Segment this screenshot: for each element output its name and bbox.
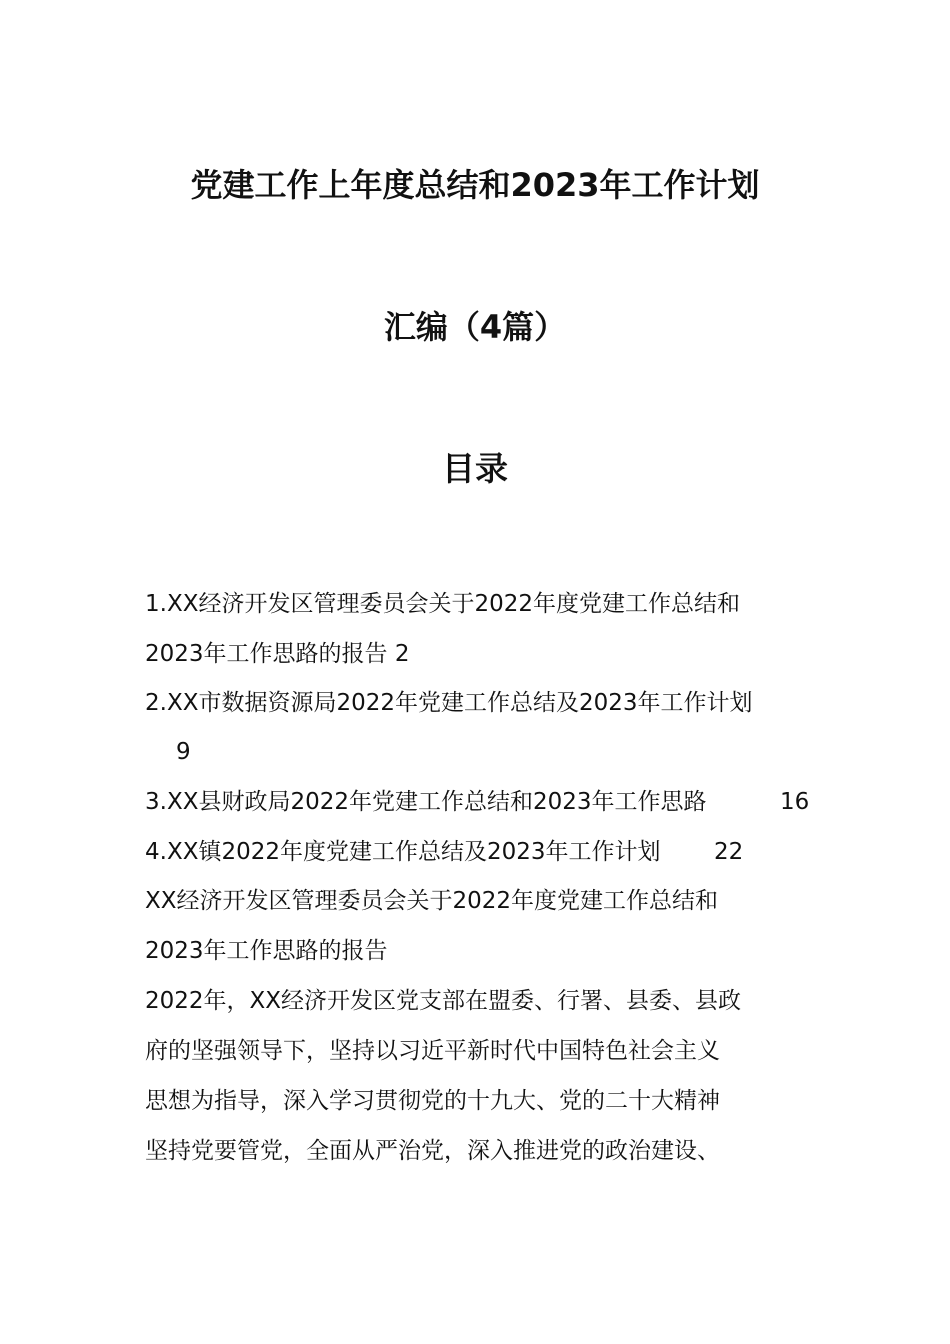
toc-item-2-page[interactable]: 9: [176, 739, 191, 765]
section-heading-line1: XX经济开发区管理委员会关于2022年度党建工作总结和: [145, 888, 719, 914]
toc-item-2-line1[interactable]: 2.XX市数据资源局2022年党建工作总结及2023年工作计划: [145, 690, 753, 716]
document-title-line2: 汇编（4篇）: [383, 308, 567, 346]
paragraph-line4: 坚持党要管党，全面从严治党，深入推进党的政治建设、: [145, 1138, 720, 1164]
toc-item-4-page[interactable]: 22: [714, 839, 744, 865]
document-title-line1: 党建工作上年度总结和2023年工作计划: [190, 166, 760, 204]
paragraph-line3: 思想为指导，深入学习贯彻党的十九大、党的二十大精神: [145, 1088, 720, 1114]
paragraph-line2: 府的坚强领导下，坚持以习近平新时代中国特色社会主义: [145, 1038, 720, 1064]
toc-heading: 目录: [442, 449, 508, 488]
toc-item-4-text[interactable]: 4.XX镇2022年度党建工作总结及2023年工作计划: [145, 839, 661, 865]
toc-item-1-line1[interactable]: 1.XX经济开发区管理委员会关于2022年度党建工作总结和: [145, 591, 740, 617]
toc-item-3-text[interactable]: 3.XX县财政局2022年党建工作总结和2023年工作思路: [145, 789, 707, 815]
section-heading-line2: 2023年工作思路的报告: [145, 938, 388, 964]
paragraph-line1: 2022年，XX经济开发区党支部在盟委、行署、县委、县政: [145, 988, 742, 1014]
toc-item-3-page[interactable]: 16: [780, 789, 810, 815]
toc-item-1-line2[interactable]: 2023年工作思路的报告 2: [145, 641, 410, 667]
